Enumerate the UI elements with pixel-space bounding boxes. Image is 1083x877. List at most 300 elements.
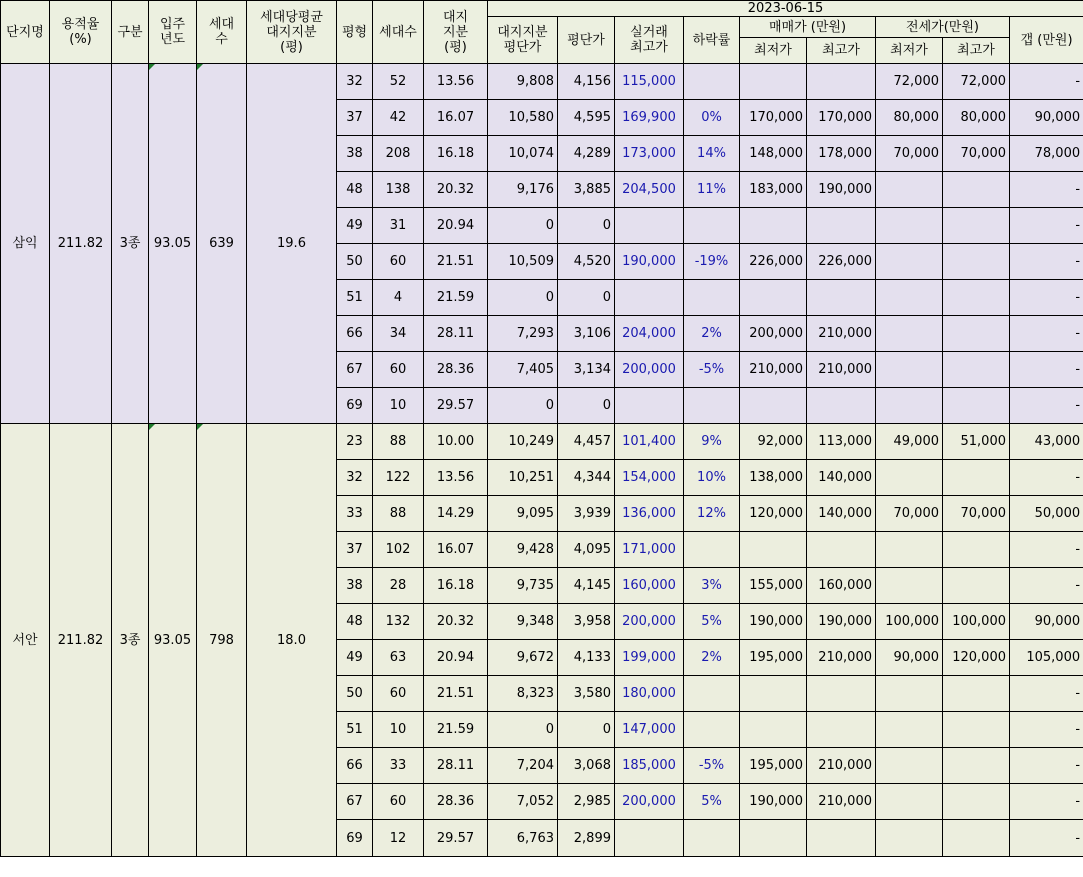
cell-max-trade: 136,000 <box>615 496 684 532</box>
header-far: 용적율 (%) <box>50 1 112 64</box>
cell-land-price: 10,580 <box>488 100 558 136</box>
cell-pyeong: 69 <box>337 388 373 424</box>
cell-gap: - <box>1010 532 1083 568</box>
cell-drop: 5% <box>684 784 740 820</box>
cell-sale-min: 92,000 <box>740 424 807 460</box>
cell-gap: - <box>1010 784 1083 820</box>
cell-drop: 9% <box>684 424 740 460</box>
cell-unit-price: 4,595 <box>558 100 615 136</box>
cell-gap: 90,000 <box>1010 604 1083 640</box>
cell-land-price: 7,052 <box>488 784 558 820</box>
cell-units: 60 <box>373 244 424 280</box>
cell-gap: 90,000 <box>1010 100 1083 136</box>
cell-max-trade: 185,000 <box>615 748 684 784</box>
cell-max-trade: 180,000 <box>615 676 684 712</box>
cell-gap: - <box>1010 64 1083 100</box>
cell-unit-price: 4,457 <box>558 424 615 460</box>
cell-land: 16.18 <box>424 568 488 604</box>
cell-jeonse-max <box>943 568 1010 604</box>
header-households: 세대 수 <box>197 1 247 64</box>
cell-gap: 43,000 <box>1010 424 1083 460</box>
cell-sale-max: 140,000 <box>807 496 876 532</box>
cell-max-trade: 160,000 <box>615 568 684 604</box>
cell-units: 28 <box>373 568 424 604</box>
cell-jeonse-min <box>876 676 943 712</box>
cell-units: 60 <box>373 676 424 712</box>
cell-drop: -5% <box>684 748 740 784</box>
cell-unit-price: 4,095 <box>558 532 615 568</box>
cell-drop <box>684 820 740 857</box>
cell-land-price: 9,095 <box>488 496 558 532</box>
cell-land: 21.59 <box>424 280 488 316</box>
cell-gap: - <box>1010 460 1083 496</box>
cell-sale-max: 170,000 <box>807 100 876 136</box>
cell-jeonse-max <box>943 316 1010 352</box>
cell-land-price: 7,293 <box>488 316 558 352</box>
cell-unit-price: 4,344 <box>558 460 615 496</box>
cell-jeonse-max: 80,000 <box>943 100 1010 136</box>
group-far: 211.82 <box>50 64 112 424</box>
group-year: 93.05 <box>149 424 197 857</box>
cell-max-trade: 204,000 <box>615 316 684 352</box>
cell-sale-min <box>740 64 807 100</box>
cell-land: 21.51 <box>424 676 488 712</box>
header-gap: 갭 (만원) <box>1010 17 1083 64</box>
header-pyeong: 평형 <box>337 1 373 64</box>
cell-sale-min: 195,000 <box>740 748 807 784</box>
table-body <box>1 64 1083 857</box>
cell-jeonse-min <box>876 568 943 604</box>
cell-gap: - <box>1010 568 1083 604</box>
cell-units: 12 <box>373 820 424 857</box>
cell-jeonse-max <box>943 244 1010 280</box>
cell-unit-price: 3,106 <box>558 316 615 352</box>
header-year: 입주 년도 <box>149 1 197 64</box>
cell-unit-price: 4,289 <box>558 136 615 172</box>
cell-sale-min: 195,000 <box>740 640 807 676</box>
cell-jeonse-min <box>876 316 943 352</box>
cell-sale-min <box>740 676 807 712</box>
cell-pyeong: 66 <box>337 316 373 352</box>
cell-jeonse-min: 90,000 <box>876 640 943 676</box>
cell-land-price: 7,204 <box>488 748 558 784</box>
cell-land-price: 8,323 <box>488 676 558 712</box>
cell-jeonse-min <box>876 784 943 820</box>
cell-max-trade: 171,000 <box>615 532 684 568</box>
cell-max-trade <box>615 208 684 244</box>
cell-unit-price: 3,134 <box>558 352 615 388</box>
cell-sale-min: 183,000 <box>740 172 807 208</box>
cell-pyeong: 38 <box>337 136 373 172</box>
cell-units: 132 <box>373 604 424 640</box>
cell-jeonse-min <box>876 748 943 784</box>
header-drop: 하락률 <box>684 17 740 64</box>
cell-sale-min: 138,000 <box>740 460 807 496</box>
cell-land-price: 9,428 <box>488 532 558 568</box>
cell-unit-price: 4,133 <box>558 640 615 676</box>
cell-pyeong: 37 <box>337 532 373 568</box>
table-row <box>1 424 1083 460</box>
cell-land: 28.36 <box>424 352 488 388</box>
cell-max-trade <box>615 388 684 424</box>
cell-pyeong: 32 <box>337 460 373 496</box>
cell-gap: 78,000 <box>1010 136 1083 172</box>
header-land-share: 세대당평균 대지지분 (평) <box>247 1 337 64</box>
header-date: 2023-06-15 <box>488 1 1083 17</box>
cell-pyeong: 33 <box>337 496 373 532</box>
cell-land-price: 10,251 <box>488 460 558 496</box>
cell-units: 208 <box>373 136 424 172</box>
cell-pyeong: 23 <box>337 424 373 460</box>
cell-unit-price: 0 <box>558 208 615 244</box>
cell-jeonse-min <box>876 352 943 388</box>
cell-sale-max <box>807 676 876 712</box>
cell-units: 31 <box>373 208 424 244</box>
cell-sale-max <box>807 712 876 748</box>
cell-land: 16.18 <box>424 136 488 172</box>
cell-unit-price: 3,068 <box>558 748 615 784</box>
cell-jeonse-min <box>876 712 943 748</box>
cell-max-trade: 154,000 <box>615 460 684 496</box>
cell-sale-min: 155,000 <box>740 568 807 604</box>
cell-drop: -5% <box>684 352 740 388</box>
cell-gap: - <box>1010 712 1083 748</box>
cell-drop <box>684 676 740 712</box>
cell-jeonse-max: 70,000 <box>943 496 1010 532</box>
header-units: 세대수 <box>373 1 424 64</box>
cell-unit-price: 2,899 <box>558 820 615 857</box>
cell-max-trade: 169,900 <box>615 100 684 136</box>
cell-jeonse-min <box>876 172 943 208</box>
cell-sale-min: 210,000 <box>740 352 807 388</box>
cell-land: 20.32 <box>424 172 488 208</box>
cell-pyeong: 49 <box>337 640 373 676</box>
group-year: 93.05 <box>149 64 197 424</box>
cell-jeonse-min <box>876 208 943 244</box>
header-jeonse-group: 전세가(만원) <box>876 17 1010 38</box>
cell-sale-max: 140,000 <box>807 460 876 496</box>
cell-jeonse-max: 51,000 <box>943 424 1010 460</box>
group-land-share: 18.0 <box>247 424 337 857</box>
cell-units: 88 <box>373 496 424 532</box>
cell-units: 138 <box>373 172 424 208</box>
cell-drop: 2% <box>684 640 740 676</box>
cell-land: 29.57 <box>424 388 488 424</box>
group-households: 798 <box>197 424 247 857</box>
cell-drop <box>684 280 740 316</box>
cell-jeonse-max <box>943 280 1010 316</box>
cell-land-price: 10,509 <box>488 244 558 280</box>
cell-sale-min <box>740 532 807 568</box>
cell-jeonse-max <box>943 388 1010 424</box>
cell-jeonse-min <box>876 280 943 316</box>
cell-jeonse-min: 70,000 <box>876 136 943 172</box>
cell-drop <box>684 64 740 100</box>
cell-sale-min: 190,000 <box>740 784 807 820</box>
cell-gap: - <box>1010 280 1083 316</box>
cell-drop <box>684 532 740 568</box>
cell-land: 21.59 <box>424 712 488 748</box>
cell-sale-min: 200,000 <box>740 316 807 352</box>
cell-pyeong: 38 <box>337 568 373 604</box>
cell-land-price: 9,176 <box>488 172 558 208</box>
cell-unit-price: 3,958 <box>558 604 615 640</box>
cell-max-trade: 173,000 <box>615 136 684 172</box>
cell-sale-min: 170,000 <box>740 100 807 136</box>
cell-sale-min <box>740 280 807 316</box>
cell-sale-max: 210,000 <box>807 784 876 820</box>
cell-sale-max: 178,000 <box>807 136 876 172</box>
cell-jeonse-min: 49,000 <box>876 424 943 460</box>
cell-units: 102 <box>373 532 424 568</box>
cell-jeonse-max: 100,000 <box>943 604 1010 640</box>
header-zone: 구분 <box>112 1 149 64</box>
cell-land-price: 9,672 <box>488 640 558 676</box>
cell-pyeong: 50 <box>337 244 373 280</box>
cell-land: 20.94 <box>424 208 488 244</box>
cell-pyeong: 48 <box>337 604 373 640</box>
cell-unit-price: 4,520 <box>558 244 615 280</box>
cell-gap: 105,000 <box>1010 640 1083 676</box>
cell-jeonse-max <box>943 208 1010 244</box>
cell-pyeong: 37 <box>337 100 373 136</box>
cell-pyeong: 50 <box>337 676 373 712</box>
cell-jeonse-min: 70,000 <box>876 496 943 532</box>
cell-drop: 0% <box>684 100 740 136</box>
group-zone: 3종 <box>112 424 149 857</box>
cell-sale-max: 210,000 <box>807 352 876 388</box>
cell-jeonse-max <box>943 532 1010 568</box>
cell-jeonse-max: 70,000 <box>943 136 1010 172</box>
cell-pyeong: 69 <box>337 820 373 857</box>
cell-unit-price: 3,885 <box>558 172 615 208</box>
cell-sale-min <box>740 820 807 857</box>
cell-jeonse-max <box>943 820 1010 857</box>
cell-sale-max <box>807 532 876 568</box>
cell-units: 33 <box>373 748 424 784</box>
cell-unit-price: 0 <box>558 712 615 748</box>
cell-drop: 14% <box>684 136 740 172</box>
cell-land: 16.07 <box>424 532 488 568</box>
cell-jeonse-min: 100,000 <box>876 604 943 640</box>
cell-unit-price: 2,985 <box>558 784 615 820</box>
cell-jeonse-max <box>943 748 1010 784</box>
cell-jeonse-max <box>943 712 1010 748</box>
cell-gap: - <box>1010 388 1083 424</box>
cell-jeonse-min <box>876 820 943 857</box>
cell-gap: - <box>1010 172 1083 208</box>
cell-units: 4 <box>373 280 424 316</box>
cell-unit-price: 4,156 <box>558 64 615 100</box>
cell-jeonse-max <box>943 172 1010 208</box>
cell-drop <box>684 712 740 748</box>
cell-jeonse-min <box>876 244 943 280</box>
cell-sale-min <box>740 208 807 244</box>
header-name: 단지명 <box>1 1 50 64</box>
header-unit-price: 평단가 <box>558 17 615 64</box>
cell-units: 63 <box>373 640 424 676</box>
group-zone: 3종 <box>112 64 149 424</box>
header-sale-max: 최고가 <box>807 38 876 64</box>
cell-land-price: 0 <box>488 712 558 748</box>
cell-unit-price: 0 <box>558 388 615 424</box>
cell-drop: 5% <box>684 604 740 640</box>
cell-jeonse-min <box>876 388 943 424</box>
cell-drop: -19% <box>684 244 740 280</box>
cell-jeonse-max: 72,000 <box>943 64 1010 100</box>
header-max-trade: 실거래 최고가 <box>615 17 684 64</box>
cell-land-price: 9,808 <box>488 64 558 100</box>
cell-sale-max <box>807 280 876 316</box>
group-name: 삼익 <box>1 64 50 424</box>
cell-land-price: 0 <box>488 388 558 424</box>
cell-drop: 12% <box>684 496 740 532</box>
cell-jeonse-max <box>943 676 1010 712</box>
cell-sale-max: 210,000 <box>807 640 876 676</box>
cell-land-price: 10,074 <box>488 136 558 172</box>
cell-jeonse-max <box>943 352 1010 388</box>
cell-drop: 11% <box>684 172 740 208</box>
cell-gap: - <box>1010 244 1083 280</box>
cell-units: 34 <box>373 316 424 352</box>
cell-pyeong: 51 <box>337 280 373 316</box>
cell-max-trade: 147,000 <box>615 712 684 748</box>
cell-land: 13.56 <box>424 64 488 100</box>
cell-max-trade: 190,000 <box>615 244 684 280</box>
cell-gap: - <box>1010 820 1083 857</box>
cell-sale-max: 226,000 <box>807 244 876 280</box>
cell-max-trade <box>615 820 684 857</box>
cell-max-trade: 101,400 <box>615 424 684 460</box>
cell-land: 10.00 <box>424 424 488 460</box>
cell-pyeong: 67 <box>337 784 373 820</box>
cell-max-trade: 204,500 <box>615 172 684 208</box>
header-land: 대지 지분 (평) <box>424 1 488 64</box>
cell-sale-max: 210,000 <box>807 748 876 784</box>
cell-land: 29.57 <box>424 820 488 857</box>
cell-jeonse-min <box>876 532 943 568</box>
cell-gap: - <box>1010 316 1083 352</box>
cell-max-trade <box>615 280 684 316</box>
cell-jeonse-max: 120,000 <box>943 640 1010 676</box>
cell-pyeong: 51 <box>337 712 373 748</box>
cell-units: 60 <box>373 784 424 820</box>
cell-land: 28.11 <box>424 748 488 784</box>
cell-land-price: 9,348 <box>488 604 558 640</box>
cell-gap: 50,000 <box>1010 496 1083 532</box>
cell-land-price: 0 <box>488 280 558 316</box>
cell-sale-max <box>807 388 876 424</box>
cell-sale-min <box>740 388 807 424</box>
cell-sale-min: 120,000 <box>740 496 807 532</box>
cell-land: 13.56 <box>424 460 488 496</box>
cell-max-trade: 200,000 <box>615 604 684 640</box>
cell-jeonse-min: 72,000 <box>876 64 943 100</box>
cell-unit-price: 3,939 <box>558 496 615 532</box>
cell-max-trade: 200,000 <box>615 352 684 388</box>
cell-sale-max: 113,000 <box>807 424 876 460</box>
cell-unit-price: 0 <box>558 280 615 316</box>
table-row <box>1 64 1083 100</box>
cell-gap: - <box>1010 748 1083 784</box>
cell-land-price: 6,763 <box>488 820 558 857</box>
cell-land-price: 9,735 <box>488 568 558 604</box>
cell-gap: - <box>1010 676 1083 712</box>
cell-pyeong: 49 <box>337 208 373 244</box>
cell-max-trade: 200,000 <box>615 784 684 820</box>
cell-unit-price: 3,580 <box>558 676 615 712</box>
cell-land-price: 0 <box>488 208 558 244</box>
cell-land: 28.36 <box>424 784 488 820</box>
cell-pyeong: 66 <box>337 748 373 784</box>
cell-sale-max <box>807 820 876 857</box>
cell-unit-price: 4,145 <box>558 568 615 604</box>
cell-sale-max <box>807 208 876 244</box>
cell-units: 10 <box>373 712 424 748</box>
group-far: 211.82 <box>50 424 112 857</box>
cell-land: 21.51 <box>424 244 488 280</box>
cell-units: 42 <box>373 100 424 136</box>
cell-pyeong: 48 <box>337 172 373 208</box>
cell-pyeong: 67 <box>337 352 373 388</box>
cell-jeonse-min: 80,000 <box>876 100 943 136</box>
cell-gap: - <box>1010 352 1083 388</box>
cell-land: 28.11 <box>424 316 488 352</box>
cell-pyeong: 32 <box>337 64 373 100</box>
cell-drop: 10% <box>684 460 740 496</box>
group-land-share: 19.6 <box>247 64 337 424</box>
cell-units: 60 <box>373 352 424 388</box>
cell-gap: - <box>1010 208 1083 244</box>
header-sale-group: 매매가 (만원) <box>740 17 876 38</box>
cell-sale-max <box>807 64 876 100</box>
cell-land: 20.32 <box>424 604 488 640</box>
group-households: 639 <box>197 64 247 424</box>
cell-drop <box>684 208 740 244</box>
cell-sale-min: 190,000 <box>740 604 807 640</box>
cell-land: 14.29 <box>424 496 488 532</box>
cell-land-price: 10,249 <box>488 424 558 460</box>
group-name: 서안 <box>1 424 50 857</box>
header-jeonse-min: 최저가 <box>876 38 943 64</box>
cell-land: 16.07 <box>424 100 488 136</box>
header-land-price: 대지지분 평단가 <box>488 17 558 64</box>
cell-units: 88 <box>373 424 424 460</box>
cell-jeonse-max <box>943 460 1010 496</box>
cell-jeonse-max <box>943 784 1010 820</box>
header-jeonse-max: 최고가 <box>943 38 1010 64</box>
cell-land: 20.94 <box>424 640 488 676</box>
cell-max-trade: 199,000 <box>615 640 684 676</box>
cell-drop <box>684 388 740 424</box>
cell-sale-max: 190,000 <box>807 604 876 640</box>
cell-max-trade: 115,000 <box>615 64 684 100</box>
cell-drop: 2% <box>684 316 740 352</box>
cell-sale-max: 190,000 <box>807 172 876 208</box>
header-sale-min: 최저가 <box>740 38 807 64</box>
cell-land-price: 7,405 <box>488 352 558 388</box>
cell-sale-min: 226,000 <box>740 244 807 280</box>
cell-sale-max: 160,000 <box>807 568 876 604</box>
cell-drop: 3% <box>684 568 740 604</box>
cell-units: 52 <box>373 64 424 100</box>
cell-sale-min <box>740 712 807 748</box>
cell-jeonse-min <box>876 460 943 496</box>
cell-units: 122 <box>373 460 424 496</box>
cell-sale-min: 148,000 <box>740 136 807 172</box>
cell-sale-max: 210,000 <box>807 316 876 352</box>
cell-units: 10 <box>373 388 424 424</box>
